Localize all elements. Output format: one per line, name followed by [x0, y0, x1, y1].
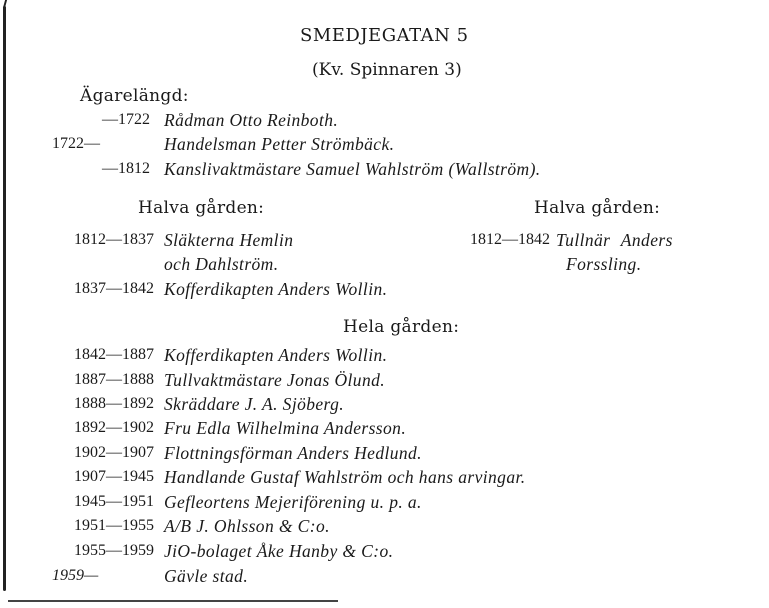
- owner-years: 1945—1951: [74, 493, 154, 510]
- bottom-border-rule: [8, 600, 338, 602]
- owner-years: —1812: [102, 160, 150, 177]
- owner-years: 1842—1887: [74, 346, 154, 363]
- owner-years: 1812—1842: [470, 231, 550, 248]
- owner-years: 1812—1837: [74, 231, 154, 248]
- owner-name-continued: och Dahlström.: [164, 254, 279, 274]
- owner-years: 1722—: [52, 135, 100, 152]
- owner-years: 1907—1945: [74, 468, 154, 485]
- owner-years: 1955—1959: [74, 542, 154, 559]
- owner-name: Rådman Otto Reinboth.: [164, 110, 339, 130]
- owner-name: A/B J. Ohlsson & C:o.: [164, 516, 330, 536]
- half-right-heading: Halva gården:: [534, 198, 661, 218]
- owner-years: —1722: [102, 111, 150, 128]
- owner-name: Tullnär Anders: [556, 230, 673, 250]
- owner-name-continued: Forssling.: [566, 254, 642, 274]
- owner-name: Skräddare J. A. Sjöberg.: [164, 394, 345, 414]
- owners-heading: Ägarelängd:: [80, 86, 189, 106]
- owner-years: 1959—: [52, 567, 99, 584]
- owner-name: Kanslivaktmästare Samuel Wahlström (Wallström).: [164, 159, 541, 179]
- owner-name: Släkterna Hemlin: [164, 230, 294, 250]
- owner-name: Gävle stad.: [164, 566, 249, 586]
- owner-years: 1892—1902: [74, 419, 154, 436]
- owner-name: Kofferdikapten Anders Wollin.: [164, 345, 388, 365]
- owner-name: Handelsman Petter Strömbäck.: [164, 134, 395, 154]
- owner-name: Kofferdikapten Anders Wollin.: [164, 279, 388, 299]
- owner-name: JiO-bolaget Åke Hanby & C:o.: [164, 541, 394, 561]
- owner-years: 1951—1955: [74, 517, 154, 534]
- owner-name: Gefleortens Mejeriförening u. p. a.: [164, 492, 422, 512]
- page-title: SMEDJEGATAN 5: [300, 25, 469, 46]
- page-subtitle: (Kv. Spinnaren 3): [312, 60, 462, 80]
- owner-name: Fru Edla Wilhelmina Andersson.: [164, 418, 407, 438]
- owner-years: 1888—1892: [74, 395, 154, 412]
- owner-years: 1902—1907: [74, 444, 154, 461]
- whole-heading: Hela gården:: [343, 317, 460, 337]
- left-border-rule: [3, 6, 6, 591]
- half-left-heading: Halva gården:: [138, 198, 265, 218]
- owner-years: 1837—1842: [74, 280, 154, 297]
- owner-name: Flottningsförman Anders Hedlund.: [164, 443, 422, 463]
- owner-name: Tullvaktmästare Jonas Ölund.: [164, 370, 386, 390]
- owner-years: 1887—1888: [74, 371, 154, 388]
- owner-name: Handlande Gustaf Wahlström och hans arvingar.: [164, 467, 526, 487]
